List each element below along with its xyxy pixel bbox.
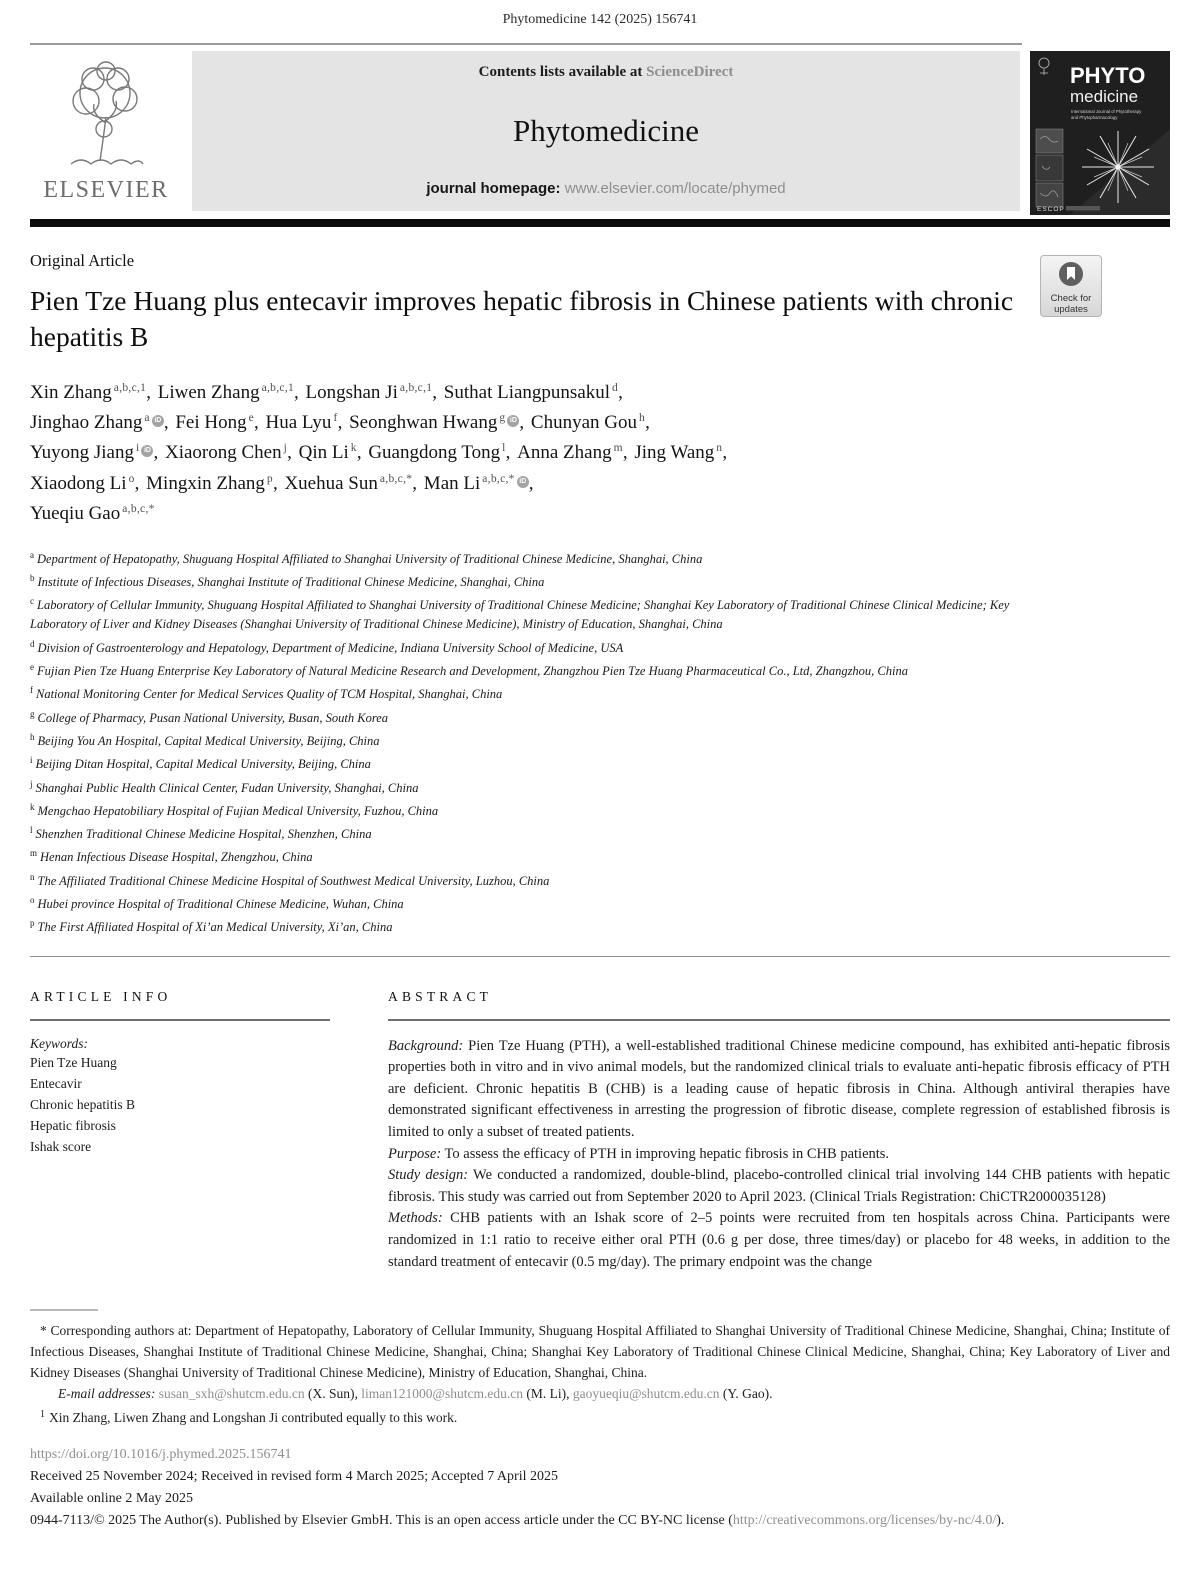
keywords-list	[30, 1052, 330, 1157]
email-entry	[159, 1386, 362, 1401]
keyword-item: Ishak score	[30, 1138, 92, 1154]
elsevier-logo	[30, 51, 182, 204]
equal-contribution-note	[30, 1404, 1170, 1428]
author-separator: ,	[622, 442, 633, 464]
abstract-purpose	[388, 1144, 1170, 1166]
homepage-line	[426, 180, 785, 197]
affiliation-letter: f	[30, 685, 33, 696]
author-affiliation-sup: p	[266, 472, 273, 485]
author-separator: ,	[294, 381, 304, 403]
affiliation-letter: l	[30, 825, 33, 836]
author	[444, 382, 625, 403]
article-title: Pien Tze Huang plus entecavir improves hepatic fibrosis in Chinese patients with chronic hepatitis B	[30, 285, 1014, 353]
corresponding-authors-text: Corresponding authors at: Department of Hepatopathy, Laboratory of Cellular Immunity, Shuguang Hospital Affiliated to Shanghai University of Traditional Chinese Medicine, Shanghai, China; Institute of Infectious Diseases, Shanghai Institute of Traditional Chinese Medicine, Shanghai, China; Shanghai Key Laboratory of Traditional Chinese Clinical Medicine, Shanghai, China; Key Laboratory of Liver and Kidney Diseases (Shanghai University of Traditional Chinese Medicine), Ministry of Education, Shanghai, China.	[30, 1323, 1170, 1381]
email-addresses-line	[30, 1383, 1170, 1404]
author-separator: ,	[287, 442, 297, 464]
keyword-item: Chronic hepatitis B	[30, 1096, 135, 1112]
author-name: Guangdong Tong	[368, 442, 501, 464]
affiliation-letter: k	[30, 801, 35, 812]
author-name: Xuehua Sun	[284, 472, 378, 494]
affiliation-text: Shanghai Public Health Clinical Center, Fudan University, Shanghai, China	[35, 780, 419, 795]
equal-contribution-text: Xin Zhang, Liwen Zhang and Longshan Ji contributed equally to this work.	[49, 1410, 458, 1426]
author	[146, 473, 284, 494]
info-abstract-columns	[30, 989, 1170, 1273]
affiliation-text: The Affiliated Traditional Chinese Medicine Hospital of Southwest Medical University, Luzhou, China	[37, 873, 550, 888]
affiliation-item	[30, 775, 1045, 798]
email-link[interactable]: liman121000@shutcm.edu.cn	[361, 1386, 523, 1402]
keyword-item: Hepatic fibrosis	[30, 1117, 116, 1133]
affiliation-letter: o	[30, 895, 35, 905]
author-name: Hua Lyu	[265, 411, 332, 433]
author	[424, 473, 536, 494]
bookmark-icon	[1057, 260, 1085, 288]
abstract-study-design-text: We conducted a randomized, double-blind, placebo-controlled clinical trial involving 144 CHB patients with hepatic fibrosis. This study was carried out from September 2020 to April 2023. (Clinical Trials Registration: ChiCTR2000035128)	[388, 1167, 1170, 1205]
author-name: Suthat Liangpunsakul	[443, 381, 611, 403]
author	[299, 442, 369, 463]
affiliation-letter: m	[30, 848, 38, 859]
author-name: Xiaodong Li	[30, 472, 127, 494]
email-label: E-mail addresses:	[58, 1386, 156, 1402]
affiliation-text: Shenzhen Traditional Chinese Medicine Hospital, Shenzhen, China	[35, 827, 372, 842]
contents-line	[479, 64, 734, 81]
author-affiliation-sup: a	[144, 411, 150, 424]
author-affiliation-sup: a,b,c,1	[261, 381, 294, 394]
author	[175, 412, 265, 433]
affiliation-letter: p	[30, 918, 35, 929]
affiliation-item	[30, 681, 1045, 704]
affiliation-letter: c	[30, 596, 34, 607]
author-affiliation-sup: a,b,c,1	[113, 381, 147, 394]
author-name: Chunyan Gou	[530, 411, 637, 433]
header-black-bar	[30, 219, 1170, 227]
affiliation-text: The First Affiliated Hospital of Xi’an Medical University, Xi’an, China	[37, 920, 393, 935]
author-list	[30, 378, 1040, 530]
author-name: Jing Wang	[634, 442, 715, 464]
footnote-1-marker: 1	[40, 1409, 45, 1421]
cover-footer-text-block	[1066, 206, 1100, 211]
orcid-icon[interactable]: iD	[507, 415, 519, 427]
author-separator: ,	[356, 442, 367, 464]
author-separator: ,	[722, 442, 728, 464]
author-separator: ,	[134, 472, 145, 494]
author-name: Liwen Zhang	[157, 381, 260, 403]
copyright-prefix: 0944-7113/© 2025 The Author(s). Published by Elsevier GmbH. This is an open access article under the CC BY-NC license (	[30, 1513, 733, 1529]
author	[368, 442, 517, 463]
author-separator: ,	[505, 442, 516, 464]
contents-prefix: Contents lists available at	[478, 64, 647, 80]
affiliation-item	[30, 728, 1045, 751]
author-affiliation-sup: n	[716, 442, 723, 455]
author-separator: ,	[528, 472, 534, 494]
author-affiliation-sup: j	[283, 442, 288, 455]
author	[30, 412, 175, 433]
article-type-label: Original Article	[30, 251, 135, 270]
author	[634, 442, 729, 463]
affiliation-letter: n	[30, 871, 35, 882]
author-separator: ,	[146, 381, 156, 403]
affiliation-text: Department of Hepatopathy, Shuguang Hospital Affiliated to Shanghai University of Traditional Chinese Medicine, Shanghai, China	[37, 551, 703, 566]
author	[284, 473, 423, 494]
header-top-divider	[30, 43, 1022, 45]
abstract-column	[388, 989, 1170, 1273]
author-name: Xin Zhang	[30, 381, 112, 403]
abstract-study-design-label: Study design:	[388, 1167, 469, 1184]
author-separator: ,	[432, 381, 442, 403]
affiliation-item	[30, 798, 1045, 821]
affiliation-text: Beijing Ditan Hospital, Capital Medical University, Beijing, China	[35, 757, 371, 772]
author-name: Anna Zhang	[517, 442, 612, 464]
author-separator: ,	[253, 411, 264, 433]
abstract-study-design	[388, 1165, 1170, 1208]
article-info-column	[30, 989, 330, 1273]
abstract-header: ABSTRACT	[388, 989, 493, 1005]
affiliation-item	[30, 658, 1045, 681]
author-name: Man Li	[423, 472, 481, 494]
email-link[interactable]: gaoyueqiu@shutcm.edu.cn	[572, 1386, 720, 1402]
affiliation-text: National Monitoring Center for Medical Services Quality of TCM Hospital, Shanghai, China	[36, 687, 503, 702]
affiliation-item	[30, 705, 1045, 728]
author-separator: ,	[337, 411, 348, 433]
badge-line2: updates	[1054, 303, 1088, 315]
article-info-header: ARTICLE INFO	[30, 989, 172, 1005]
affiliation-text: Fujian Pien Tze Huang Enterprise Key Laboratory of Natural Medicine Research and Development, Zhangzhou Pien Tze Huang Pharmaceutical Co., Ltd, Zhangzhou, China	[37, 664, 908, 679]
abstract-background	[388, 1036, 1170, 1144]
author-affiliation-sup: i	[135, 442, 140, 455]
affiliation-letter: a	[30, 549, 34, 560]
affiliation-text: Henan Infectious Disease Hospital, Zhengzhou, China	[40, 850, 313, 865]
abstract-methods-text: CHB patients with an Ishak score of 2–5 points were recruited from ten hospitals across China. Participants were randomized in 1:1 ratio to receive either oral PTH (0.6 g per dose, three times/day) or placebo for 48 weeks, in addition to the standard treatment of entecavir (0.5 mg/day). The primary endpoint was the change	[388, 1210, 1170, 1270]
author-affiliation-sup: f	[333, 411, 338, 424]
footnote-divider	[30, 1309, 98, 1311]
affiliation-item	[30, 635, 1045, 658]
keywords-label: Keywords:	[30, 1035, 88, 1051]
affiliation-text: Institute of Infectious Diseases, Shanghai Institute of Traditional Chinese Medicine, Shanghai, China	[37, 574, 545, 589]
author-separator: ,	[645, 411, 650, 433]
journal-banner	[192, 51, 1020, 211]
affiliation-letter: e	[30, 662, 34, 673]
affiliation-text: Mengchao Hepatobiliary Hospital of Fujian Medical University, Fuzhou, China	[37, 803, 439, 818]
author	[30, 442, 165, 463]
affiliation-letter: j	[30, 778, 33, 789]
affiliation-item	[30, 891, 1045, 914]
author-separator: ,	[272, 472, 283, 494]
author-affiliation-sup: g	[499, 411, 506, 424]
copyright-suffix: ).	[996, 1513, 1005, 1529]
email-owner: (X. Sun),	[304, 1386, 362, 1402]
affiliation-item	[30, 844, 1045, 867]
author	[517, 442, 634, 463]
affiliation-text: College of Pharmacy, Pusan National University, Busan, South Korea	[37, 710, 389, 725]
affiliation-letter: i	[30, 755, 33, 766]
email-list	[159, 1386, 773, 1401]
author-affiliation-sup: o	[128, 472, 135, 485]
author-affiliation-sup: k	[350, 442, 357, 455]
journal-cover-thumbnail[interactable]	[1030, 51, 1170, 215]
author-name: Yueqiu Gao	[30, 503, 121, 525]
author-affiliation-sup: l	[502, 442, 506, 455]
affiliation-text: Division of Gastroenterology and Hepatology, Department of Medicine, Indiana University School of Medicine, USA	[37, 640, 624, 655]
email-owner: (M. Li),	[522, 1386, 573, 1402]
abstract-purpose-text: To assess the efficacy of PTH in improving hepatic fibrosis in CHB patients.	[441, 1145, 890, 1162]
cover-title-2: medicine	[1070, 87, 1139, 106]
orcid-icon[interactable]: iD	[141, 445, 153, 457]
author-separator: ,	[163, 411, 174, 433]
abstract-methods-label: Methods:	[388, 1210, 443, 1227]
cover-title-1: PHYTO	[1070, 63, 1146, 88]
affiliation-letter: d	[30, 638, 35, 649]
doi-link[interactable]: https://doi.org/10.1016/j.phymed.2025.156741	[30, 1447, 292, 1463]
email-entry	[573, 1386, 773, 1401]
author	[306, 382, 444, 403]
corresponding-authors-note	[30, 1320, 1170, 1383]
copyright-line	[30, 1510, 1170, 1532]
keyword-item: Entecavir	[30, 1075, 82, 1091]
author-name: Longshan Ji	[305, 381, 398, 403]
orcid-icon[interactable]: iD	[517, 476, 529, 488]
cover-photo-strip	[1036, 129, 1063, 207]
author-affiliation-sup: a,b,c,*	[379, 472, 413, 485]
author-name: Mingxin Zhang	[146, 472, 265, 494]
affiliation-item	[30, 569, 1045, 592]
affiliation-item	[30, 546, 1045, 569]
author	[265, 412, 349, 433]
article-header	[30, 251, 1170, 938]
author-separator: ,	[412, 472, 422, 494]
author-separator: ,	[519, 411, 529, 433]
author	[30, 382, 158, 403]
elsevier-wordmark: ELSEVIER	[43, 177, 169, 203]
email-owner: (Y. Gao).	[719, 1386, 773, 1402]
affiliation-item	[30, 821, 1045, 844]
author-name: Qin Li	[298, 442, 349, 464]
cover-subtitle-1: International Journal of Phytotherapy	[1071, 109, 1142, 114]
author-affiliation-sup: h	[639, 411, 646, 424]
author	[158, 382, 306, 403]
author-affiliation-sup: a,b,c,1	[399, 381, 433, 394]
affiliation-text: Hubei province Hospital of Traditional Chinese Medicine, Wuhan, China	[37, 897, 404, 911]
cover-escop: ESCOP	[1037, 206, 1065, 213]
cover-subtitle-2: and Phytopharmacology	[1071, 115, 1118, 120]
elsevier-tree-icon	[43, 57, 169, 175]
author-affiliation-sup: d	[612, 381, 619, 394]
keyword-item: Pien Tze Huang	[30, 1054, 117, 1070]
affiliation-text: Beijing You An Hospital, Capital Medical University, Beijing, China	[37, 733, 380, 748]
abstract-underline	[388, 1019, 1170, 1021]
check-for-updates-badge[interactable]	[1040, 255, 1102, 317]
email-entry	[361, 1386, 573, 1401]
affiliation-letter: g	[30, 708, 35, 719]
journal-title: Phytomedicine	[513, 112, 699, 148]
affiliation-list	[30, 546, 1045, 938]
article-info-underline	[30, 1019, 330, 1021]
affiliation-item	[30, 592, 1045, 635]
author-name: Fei Hong	[175, 411, 247, 433]
homepage-label: journal homepage:	[426, 180, 565, 197]
affiliation-letter: b	[30, 572, 35, 583]
author-affiliation-sup: a,b,c,*	[482, 472, 515, 485]
author-name: Jinghao Zhang	[30, 411, 143, 433]
abstract-background-label: Background:	[388, 1037, 464, 1054]
sciencedirect-link[interactable]: ScienceDirect	[646, 64, 734, 80]
author-name: Seonghwan Hwang	[349, 411, 498, 433]
affiliation-item	[30, 914, 1045, 937]
abstract-background-text: Pien Tze Huang (PTH), a well-established traditional Chinese medicine compound, has exhibited anti-hepatic fibrosis properties both in vitro and in vivo animal models, but the randomized clinical trials to evaluate anti-hepatic fibrosis efficacy of PTH are deficient. Chronic hepatitis B (CHB) is a leading cause of hepatic fibrosis in China. Although antiviral therapies have demonstrated significant effectiveness in arresting the progression of fibrotic disease, complete regression of established fibrosis is limited to only a subset of treated patients.	[388, 1037, 1170, 1140]
footnotes	[30, 1309, 1170, 1428]
section-divider	[30, 956, 1170, 958]
author	[30, 503, 157, 524]
homepage-url-link[interactable]: www.elsevier.com/locate/phymed	[564, 180, 786, 197]
journal-header	[30, 51, 1170, 215]
publication-info	[30, 1444, 1170, 1532]
orcid-icon[interactable]: iD	[152, 415, 164, 427]
author-affiliation-sup: a,b,c,*	[122, 503, 155, 516]
author	[30, 473, 146, 494]
author-affiliation-sup: m	[613, 442, 623, 455]
author-name: Xiaorong Chen	[164, 442, 282, 464]
author-name: Yuyong Jiang	[30, 442, 134, 464]
footnote-asterisk: *	[40, 1323, 47, 1339]
received-dates: Received 25 November 2024; Received in revised form 4 March 2025; Accepted 7 April 2025	[30, 1469, 558, 1485]
affiliation-item	[30, 751, 1045, 774]
affiliation-letter: h	[30, 731, 35, 742]
email-link[interactable]: susan_sxh@shutcm.edu.cn	[158, 1386, 305, 1402]
author	[165, 442, 299, 463]
available-online: Available online 2 May 2025	[30, 1491, 194, 1507]
abstract-methods	[388, 1208, 1170, 1273]
author-separator: ,	[618, 381, 623, 403]
author-separator: ,	[153, 442, 163, 464]
badge-line1: Check for	[1050, 293, 1092, 304]
abstract-purpose-label: Purpose:	[388, 1145, 442, 1162]
running-head: Phytomedicine 142 (2025) 156741	[502, 12, 698, 27]
affiliation-text: Laboratory of Cellular Immunity, Shuguang Hospital Affiliated to Shanghai University of Traditional Chinese Medicine; Shanghai Key Laboratory of Traditional Chinese Clinical Medicine; Key Laboratory of Liver and Kidney Diseases (Shanghai University of Traditional Chinese Medicine), Ministry of Education, Shanghai, China	[30, 598, 1010, 632]
author	[531, 412, 652, 433]
license-link[interactable]: http://creativecommons.org/licenses/by-nc/4.0/	[732, 1513, 997, 1529]
author-affiliation-sup: e	[248, 411, 254, 424]
author	[349, 412, 531, 433]
affiliation-item	[30, 868, 1045, 891]
